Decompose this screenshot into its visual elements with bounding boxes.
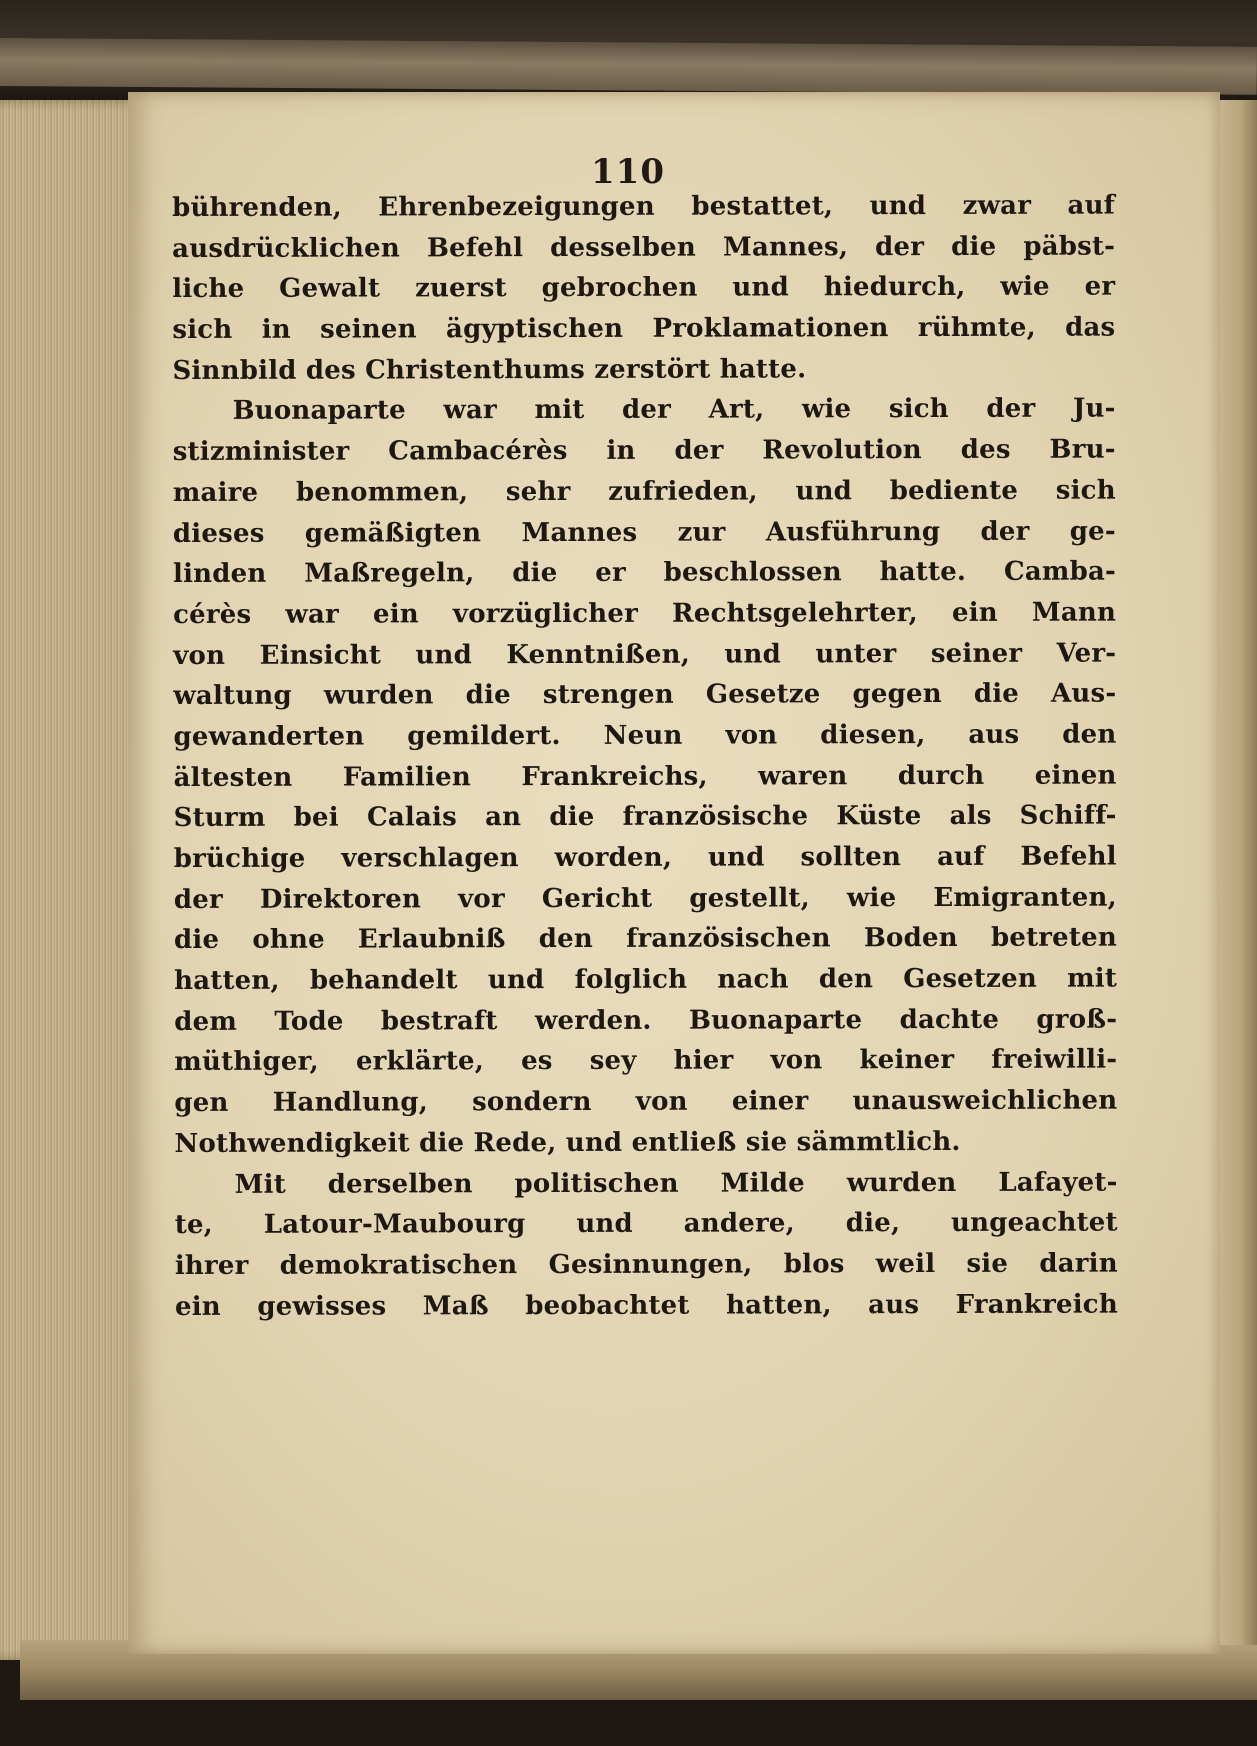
- text-line: ein gewisses Maß beobachtet hatten, aus Frankreich: [174, 1289, 1118, 1322]
- text-line: stizminister Cambacérès in der Revolution des Bru-: [172, 434, 1116, 468]
- page-number: 110: [591, 152, 665, 192]
- page-text: [172, 186, 1118, 1328]
- text-line: liche Gewalt zuerst gebrochen und hiedurch, wie er: [172, 271, 1116, 305]
- text-line: gewanderten gemildert. Neun von diesen, aus den: [173, 719, 1117, 752]
- text-line: Sturm bei Calais an die französische Küste als Schiff-: [173, 800, 1117, 834]
- text-line: Mit derselben politischen Milde wurden Lafayet-: [234, 1167, 1118, 1200]
- text-line: cérès war ein vorzüglicher Rechtsgelehrter, ein Mann: [173, 597, 1117, 630]
- text-line: brüchige verschlagen worden, und sollten auf Befehl: [173, 841, 1117, 874]
- book-cover-edge: [0, 38, 1257, 95]
- text-line: te, Latour-Maubourg und andere, die, ungeachtet: [174, 1207, 1118, 1241]
- right-page-edge: [1218, 100, 1257, 1645]
- text-line: ältesten Familien Frankreichs, waren durch einen: [173, 760, 1117, 793]
- text-line: dem Tode bestraft werden. Buonaparte dachte groß-: [174, 1004, 1118, 1037]
- text-line: der Direktoren vor Gericht gestellt, wie Emigranten,: [173, 882, 1117, 915]
- text-line: hatten, behandelt und folglich nach den Gesetzen mit: [174, 963, 1118, 997]
- text-line: dieses gemäßigten Mannes zur Ausführung der ge-: [172, 516, 1116, 549]
- text-line: ihrer demokratischen Gesinnungen, blos weil sie darin: [174, 1248, 1118, 1281]
- text-line: die ohne Erlaubniß den französischen Boden betreten: [173, 922, 1118, 956]
- text-line: müthiger, erklärte, es sey hier von keiner freiwilli-: [174, 1044, 1118, 1078]
- text-line: waltung wurden die strengen Gesetze gegen die Aus-: [173, 678, 1117, 712]
- text-line: von Einsicht und Kenntnißen, und unter seiner Ver-: [173, 638, 1117, 671]
- text-line: Nothwendigkeit die Rede, und entließ sie sämmtlich.: [174, 1126, 961, 1159]
- text-line: sich in seinen ägyptischen Proklamationen rühmte, das: [172, 312, 1116, 346]
- text-line: Buonaparte war mit der Art, wie sich der Ju-: [232, 393, 1116, 427]
- text-line: gen Handlung, sondern von einer unausweichlichen: [174, 1085, 1118, 1119]
- text-line: maire benommen, sehr zufrieden, und bediente sich: [172, 475, 1116, 508]
- text-line: linden Maßregeln, die er beschlossen hatte. Camba-: [172, 556, 1117, 590]
- text-line: Sinnbild des Christenthums zerstört hatte.: [172, 354, 807, 386]
- text-line: ausdrücklichen Befehl desselben Mannes, der die päbst-: [172, 231, 1116, 264]
- text-line: bührenden, Ehrenbezeigungen bestattet, und zwar auf: [172, 190, 1116, 223]
